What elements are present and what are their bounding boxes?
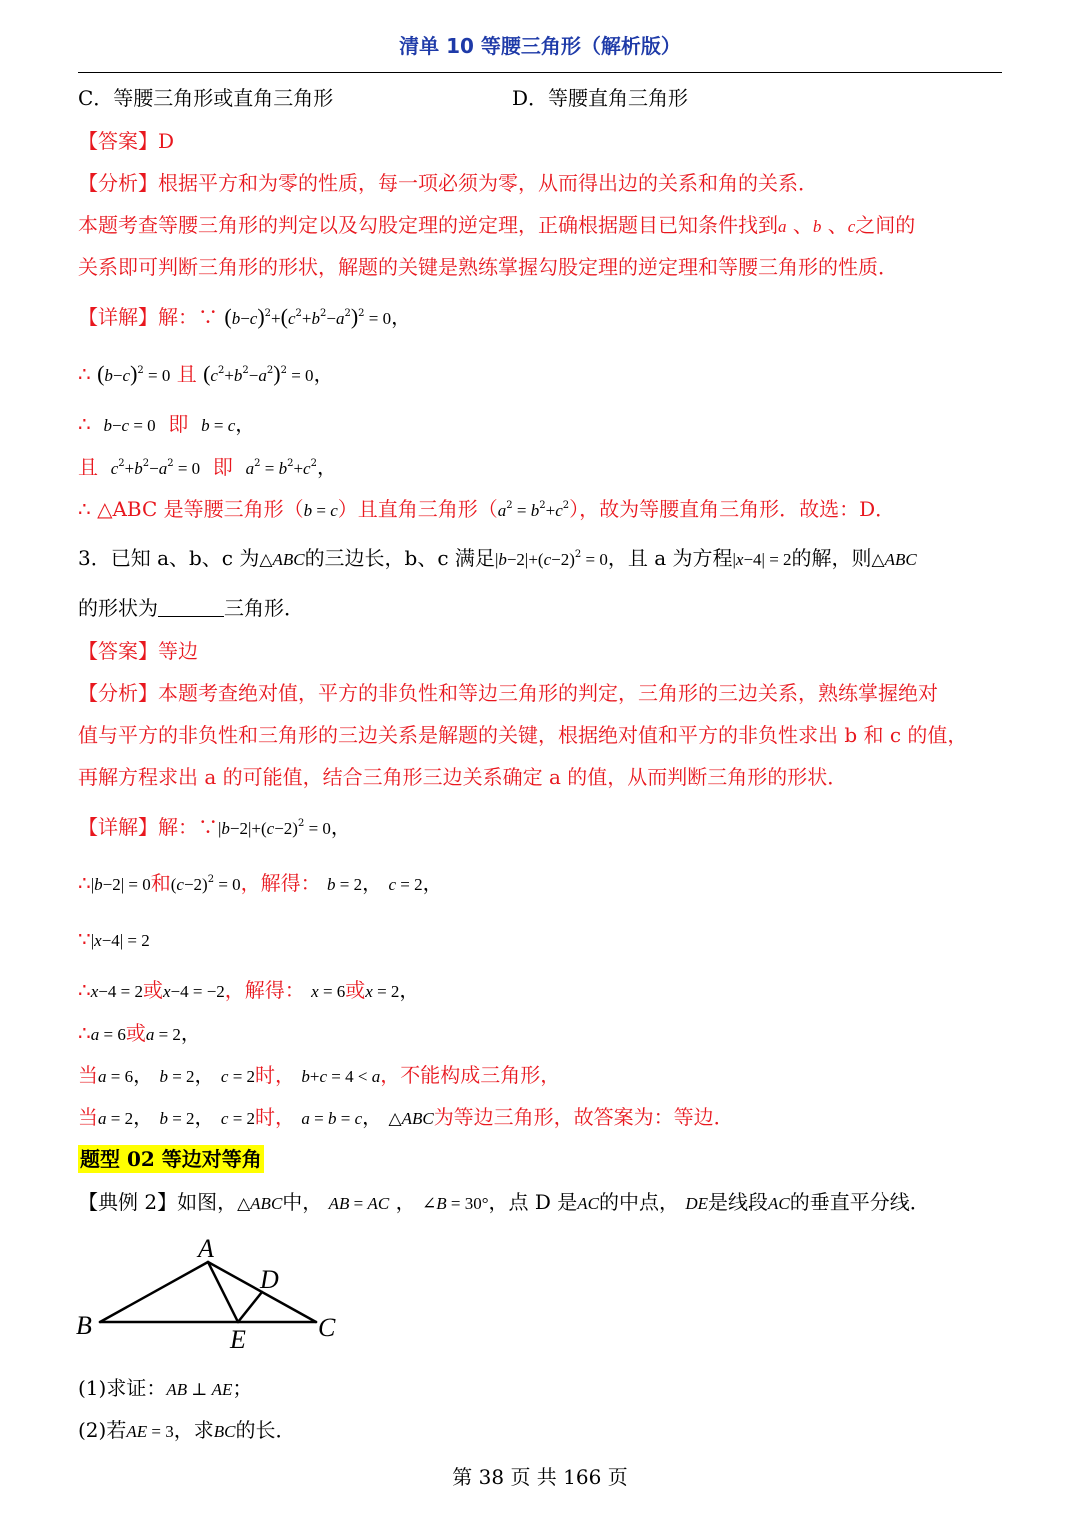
triangle-figure [70,1230,360,1364]
q2-detail-line2: ∴ $(b-c)^2 = 0$ 且 $(c^2+b^2-a^2)^2 = 0$， [78,361,334,386]
label-a: A [198,1234,214,1263]
q3-stem-line1: 3．已知 a、b、c 为△ABC的三边长，b、c 满足$|b-2|+(c-2)^2 = 0$，且 a 为方程|x−4| = 2的解，则△ABC [78,546,917,570]
q2-analysis-line2: 本题考查等腰三角形的判定以及勾股定理的逆定理，正确根据题目已知条件找到a 、b 、c之间的 [78,213,916,237]
q3-analysis-line1: 【分析】本题考查绝对值，平方的非负性和等边三角形的判定，三角形的三边关系，熟练掌握绝对 [78,681,938,705]
q2-answer: 【答案】D [78,129,175,153]
header-rule [78,72,1002,73]
segment-ab [100,1262,208,1322]
example-part1: (1)求证：AB ⊥ AE； [78,1376,253,1400]
q2-detail-line4: 且 $c^2+b^2-a^2 = 0$ 即 $a^2 = b^2+c^2$， [78,455,337,479]
q3-detail-line3: ∵|x−4| = 2 [78,927,150,951]
q3-answer: 【答案】等边 [78,639,198,663]
q2-detail-line1: 【详解】解：∵ $(b-c)^2+(c^2+b^2-a^2)^2 = 0$， [78,304,412,329]
q3-stem-line2: 的形状为 三角形． [78,596,304,620]
q2-analysis-line3: 关系即可判断三角形的形状，解题的关键是熟练掌握勾股定理的逆定理和等腰三角形的性质． [78,255,898,279]
q3-case1: 当a = 6， b = 2， c = 2时， b+c = 4 < a，不能构成三角形， [78,1063,561,1087]
q2-detail-line3: ∴ b−c = 0 即 b = c， [78,412,256,436]
document-header-title: 清单 10 等腰三角形（解析版） [399,34,681,58]
label-c: C [318,1313,336,1342]
q3-detail-line2: ∴|b−2| = 0和$(c-2)^2 = 0$，解得： b = 2， c = 2， [78,871,443,895]
q3-detail-line4: ∴x−4 = 2或x−4 = −2，解得： x = 6或x = 2， [78,978,420,1002]
q2-conclusion: ∴ △ABC 是等腰三角形（b = c）且直角三角形$(a^2 = b^2+c^2)$，故为等腰直角三角形．故选：D． [78,497,896,521]
q2-analysis-line1: 【分析】根据平方和为零的性质，每一项必须为零，从而得出边的关系和角的关系． [78,171,818,195]
q3-detail-line5: ∴a = 6或a = 2， [78,1021,201,1045]
label-b: B [76,1311,92,1340]
page-footer: 第 38 页 共 166 页 [452,1465,628,1489]
choice-d: D．等腰直角三角形 [512,86,689,110]
q3-analysis-line3: 再解方程求出 a 的可能值，结合三角形三边关系确定 a 的值，从而判断三角形的形状． [78,765,848,789]
choice-c: C．等腰三角形或直角三角形 [78,86,334,110]
section-tag: 题型 02 等边对等角 [80,1147,262,1171]
example-stem: 【典例 2】如图，△ABC中， AB = AC ， ∠B = 30°，点 D 是AC的中点， DE是线段AC的垂直平分线． [78,1190,930,1214]
q3-analysis-line2: 值与平方的非负性和三角形的三边关系是解题的关键，根据绝对值和平方的非负性求出 b 和 c 的值， [78,723,968,747]
segment-de [238,1292,262,1322]
q3-detail-line1: 【详解】解：$\because|b-2|+(c-2)^2 = 0$， [78,815,351,839]
q3-case2: 当a = 2， b = 2， c = 2时， a = b = c， △ABC为等边三角形，故答案为：等边． [78,1105,734,1129]
answer-blank [158,596,224,617]
example-part2: (2)若AE = 3，求BC的长． [78,1418,296,1442]
label-d: D [260,1265,279,1294]
label-e: E [230,1325,246,1354]
